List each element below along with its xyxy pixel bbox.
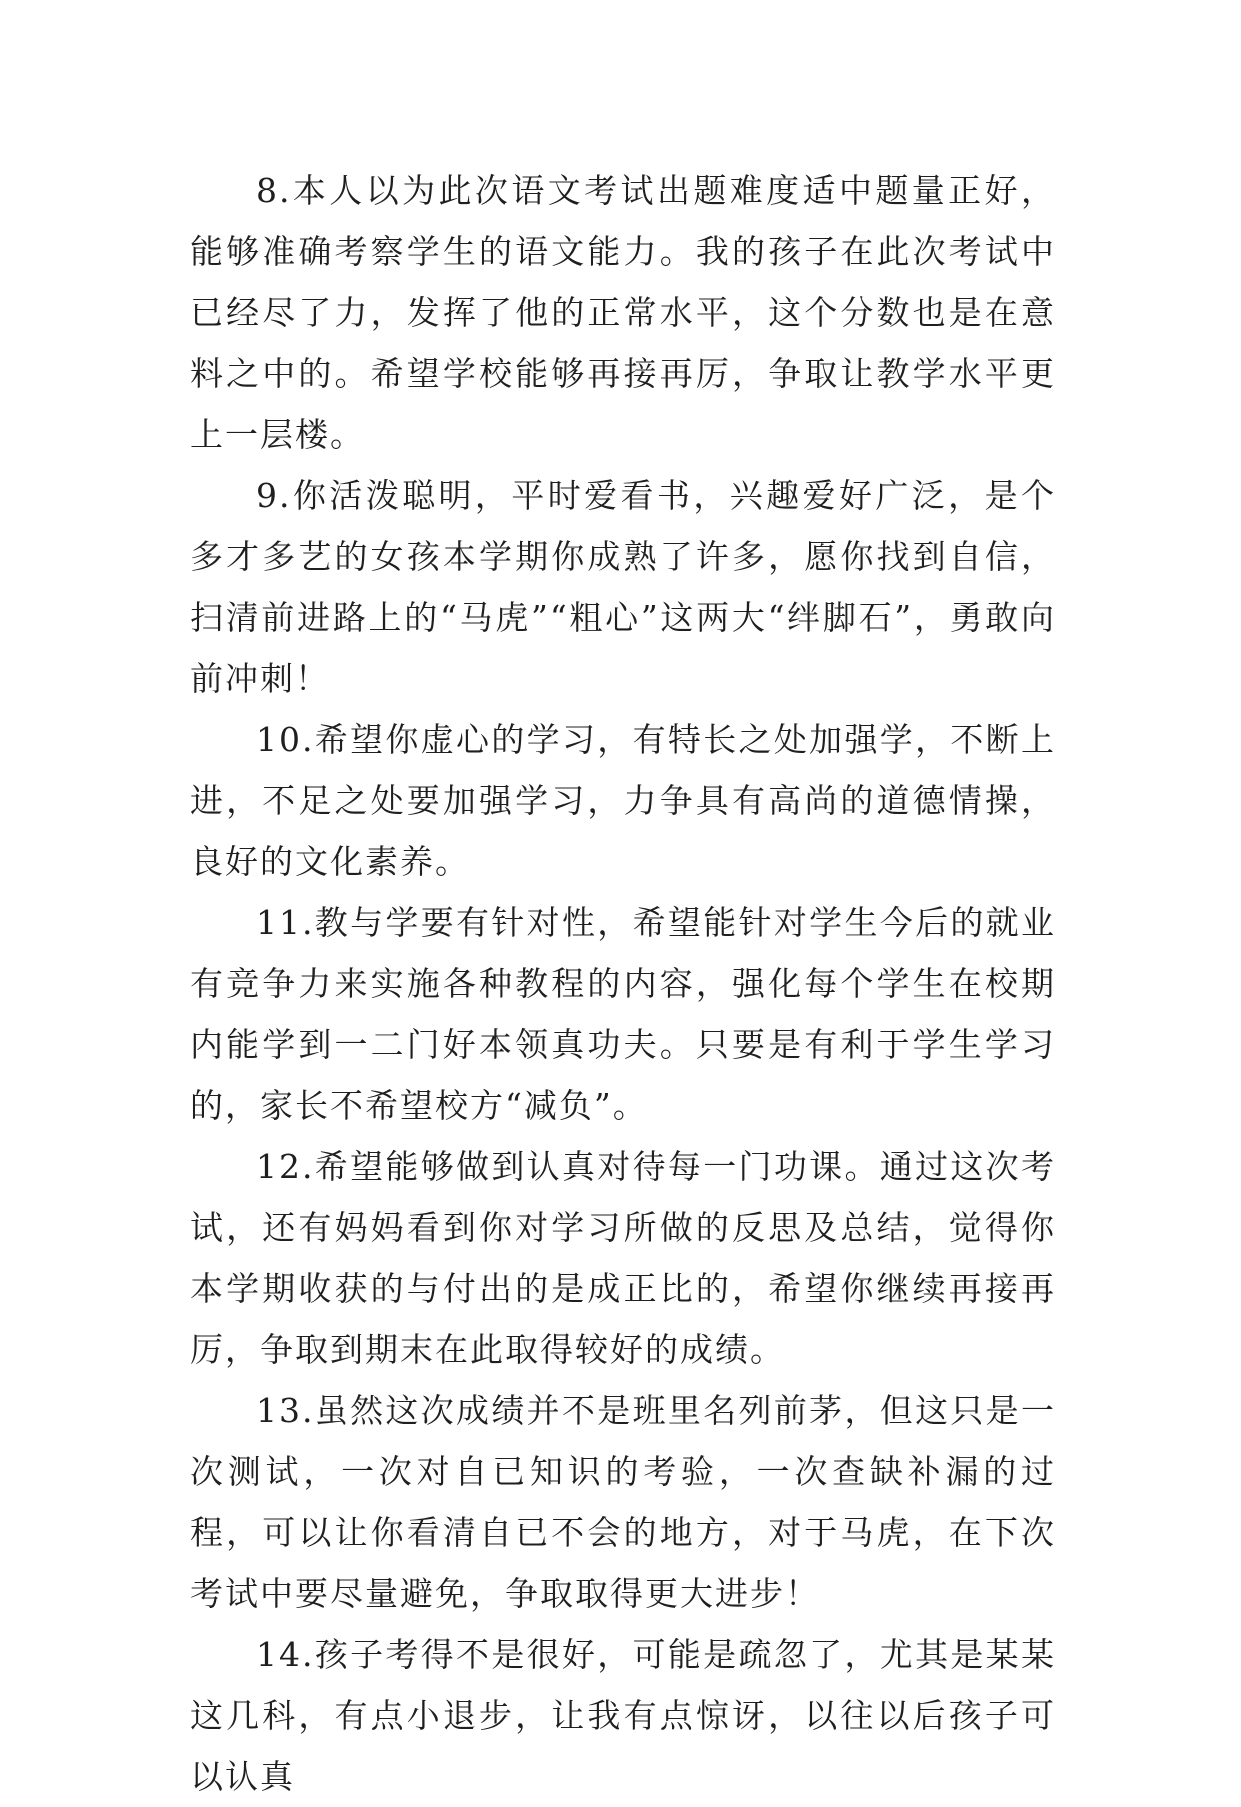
paragraph-13: 13.虽然这次成绩并不是班里名列前茅，但这只是一次测试，一次对自已知识的考验，一次查缺补漏的过程，可以让你看清自已不会的地方，对于马虎，在下次考试中要尽量避免，争取取得更大进步！	[190, 1391, 1056, 1613]
paragraph-8: 8.本人以为此次语文考试出题难度适中题量正好，能够准确考察学生的语文能力。我的孩子在此次考试中已经尽了力，发挥了他的正常水平，这个分数也是在意料之中的。希望学校能够再接再厉，争取让教学水平更上一层楼。	[190, 171, 1056, 454]
paragraph-9: 9.你活泼聪明，平时爱看书，兴趣爱好广泛，是个多才多艺的女孩本学期你成熟了许多，愿你找到自信，扫清前进路上的“马虎”“粗心”这两大“绊脚石”，勇敢向前冲刺！	[190, 476, 1056, 698]
paragraph-10: 10.希望你虚心的学习，有特长之处加强学，不断上进，不足之处要加强学习，力争具有高尚的道德情操，良好的文化素养。	[190, 720, 1056, 881]
document-body	[190, 160, 1056, 1807]
paragraph-11: 11.教与学要有针对性，希望能针对学生今后的就业有竞争力来实施各种教程的内容，强化每个学生在校期内能学到一二门好本领真功夫。只要是有利于学生学习的，家长不希望校方“减负”。	[190, 903, 1056, 1125]
paragraph-14: 14.孩子考得不是很好，可能是疏忽了，尤其是某某这几科，有点小退步，让我有点惊讶，以往以后孩子可以认真	[190, 1635, 1056, 1796]
paragraph-12: 12.希望能够做到认真对待每一门功课。通过这次考试，还有妈妈看到你对学习所做的反思及总结，觉得你本学期收获的与付出的是成正比的，希望你继续再接再厉，争取到期末在此取得较好的成绩。	[190, 1147, 1056, 1369]
